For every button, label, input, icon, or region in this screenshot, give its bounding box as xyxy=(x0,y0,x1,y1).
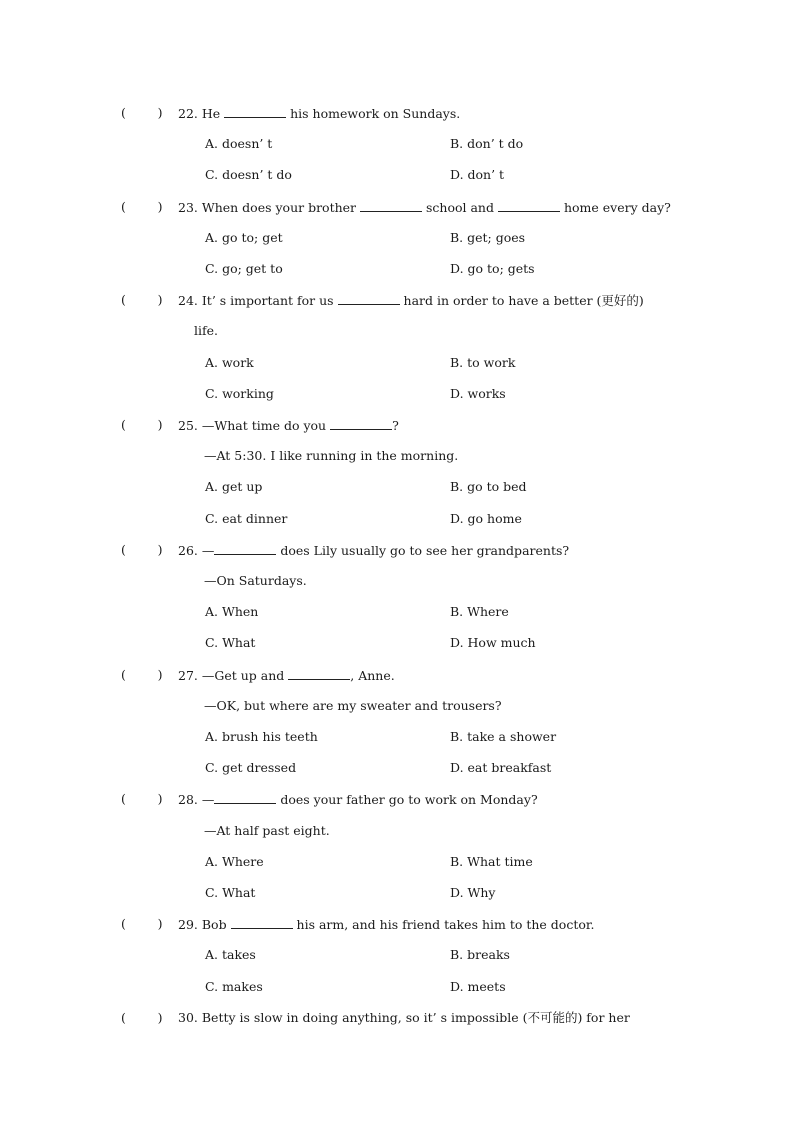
stem-text: hard in order to have a better (更好的) xyxy=(399,293,644,309)
question-stem xyxy=(178,199,671,216)
option-a[interactable]: A. When xyxy=(205,604,259,620)
option-c[interactable]: C. working xyxy=(205,385,274,401)
question-number: 29. xyxy=(178,917,202,933)
stem-text: does Lily usually go to see her grandparents? xyxy=(276,542,570,558)
question-number: 22. xyxy=(178,106,202,121)
stem-text: When does your brother xyxy=(201,199,361,215)
stem-text: —What time do you xyxy=(201,418,331,433)
stem-text: , Anne. xyxy=(350,667,395,683)
option-c[interactable]: C. doesn’ t do xyxy=(205,167,292,183)
option-d[interactable]: D. meets xyxy=(450,978,506,994)
stem-continuation: life. xyxy=(194,323,218,339)
option-d[interactable]: D. eat breakfast xyxy=(450,760,552,776)
answer-paren[interactable]: ( ) xyxy=(121,541,163,557)
answer-paren[interactable]: ( ) xyxy=(121,666,163,682)
option-b[interactable]: B. breaks xyxy=(450,947,510,963)
option-b[interactable]: B. go to bed xyxy=(450,479,527,495)
option-a[interactable]: A. Where xyxy=(205,853,264,869)
question-stem xyxy=(178,105,460,122)
question-stem xyxy=(178,667,395,684)
answer-blank[interactable] xyxy=(214,791,276,804)
answer-blank[interactable] xyxy=(224,105,286,118)
question-number: 24. xyxy=(178,293,202,309)
answer-paren[interactable]: ( ) xyxy=(121,916,163,932)
option-a[interactable]: A. work xyxy=(205,354,254,370)
option-b[interactable]: B. take a shower xyxy=(450,729,557,744)
question-stem xyxy=(178,1010,630,1026)
option-d[interactable]: D. Why xyxy=(450,885,496,900)
question-number: 25. xyxy=(178,418,202,433)
answer-paren[interactable]: ( ) xyxy=(121,198,163,214)
stem-text: — xyxy=(201,792,215,808)
option-c[interactable]: C. get dressed xyxy=(205,760,297,776)
question-stem xyxy=(178,542,569,559)
option-a[interactable]: A. go to; get xyxy=(205,229,283,245)
answer-blank[interactable] xyxy=(231,916,293,929)
option-c[interactable]: C. What xyxy=(205,635,256,651)
question-number: 26. xyxy=(178,542,202,558)
answer-paren[interactable]: ( ) xyxy=(121,292,163,308)
option-d[interactable]: D. go home xyxy=(450,510,522,526)
answer-paren[interactable]: ( ) xyxy=(121,791,163,807)
option-a[interactable]: A. takes xyxy=(205,947,256,963)
stem-text: ? xyxy=(392,418,399,433)
option-c[interactable]: C. What xyxy=(205,885,256,900)
answer-blank[interactable] xyxy=(330,417,392,430)
option-b[interactable]: B. Where xyxy=(450,604,509,620)
answer-blank[interactable] xyxy=(360,199,422,212)
option-c[interactable]: C. makes xyxy=(205,978,263,994)
stem-text: It’ s important for us xyxy=(201,293,338,309)
answer-blank[interactable] xyxy=(288,667,350,680)
answer-paren[interactable]: ( ) xyxy=(121,417,163,432)
question-stem xyxy=(178,417,399,434)
option-d[interactable]: D. don’ t xyxy=(450,167,505,183)
option-a[interactable]: A. brush his teeth xyxy=(205,729,318,744)
option-b[interactable]: B. What time xyxy=(450,853,533,869)
option-b[interactable]: B. don’ t do xyxy=(450,136,524,152)
option-d[interactable]: D. go to; gets xyxy=(450,261,535,276)
stem-text: Betty is slow in doing anything, so it’ s impossible (不可能的) for her xyxy=(201,1009,630,1025)
option-c[interactable]: C. eat dinner xyxy=(205,510,288,526)
answer-blank[interactable] xyxy=(214,542,276,555)
question-stem xyxy=(178,791,538,808)
stem-text: his arm, and his friend takes him to the doctor. xyxy=(292,917,595,933)
question-stem xyxy=(178,292,644,309)
stem-text: — xyxy=(201,542,215,558)
stem-text: does your father go to work on Monday? xyxy=(276,792,538,808)
option-b[interactable]: B. to work xyxy=(450,354,516,370)
question-number: 30. xyxy=(178,1009,202,1025)
answer-blank[interactable] xyxy=(338,292,400,305)
option-d[interactable]: D. works xyxy=(450,385,506,401)
option-a[interactable]: A. doesn’ t xyxy=(205,136,273,152)
stem-text: home every day? xyxy=(559,199,671,215)
answer-paren[interactable]: ( ) xyxy=(121,1009,163,1025)
dialogue-response: —At half past eight. xyxy=(204,822,330,838)
question-number: 27. xyxy=(178,667,202,683)
question-stem xyxy=(178,916,594,933)
option-a[interactable]: A. get up xyxy=(205,479,263,495)
stem-text: He xyxy=(201,106,225,121)
stem-text: school and xyxy=(422,199,498,215)
option-b[interactable]: B. get; goes xyxy=(450,229,526,245)
stem-text: —Get up and xyxy=(201,667,289,683)
question-number: 28. xyxy=(178,792,202,808)
dialogue-response: —OK, but where are my sweater and trousers? xyxy=(204,697,502,713)
stem-text: Bob xyxy=(201,917,231,933)
answer-blank[interactable] xyxy=(498,199,560,212)
dialogue-response: —At 5:30. I like running in the morning. xyxy=(204,448,459,464)
answer-paren[interactable]: ( ) xyxy=(121,105,163,120)
question-number: 23. xyxy=(178,199,202,215)
dialogue-response: —On Saturdays. xyxy=(204,573,307,588)
stem-text: his homework on Sundays. xyxy=(286,106,461,121)
option-c[interactable]: C. go; get to xyxy=(205,261,283,276)
option-d[interactable]: D. How much xyxy=(450,635,536,651)
